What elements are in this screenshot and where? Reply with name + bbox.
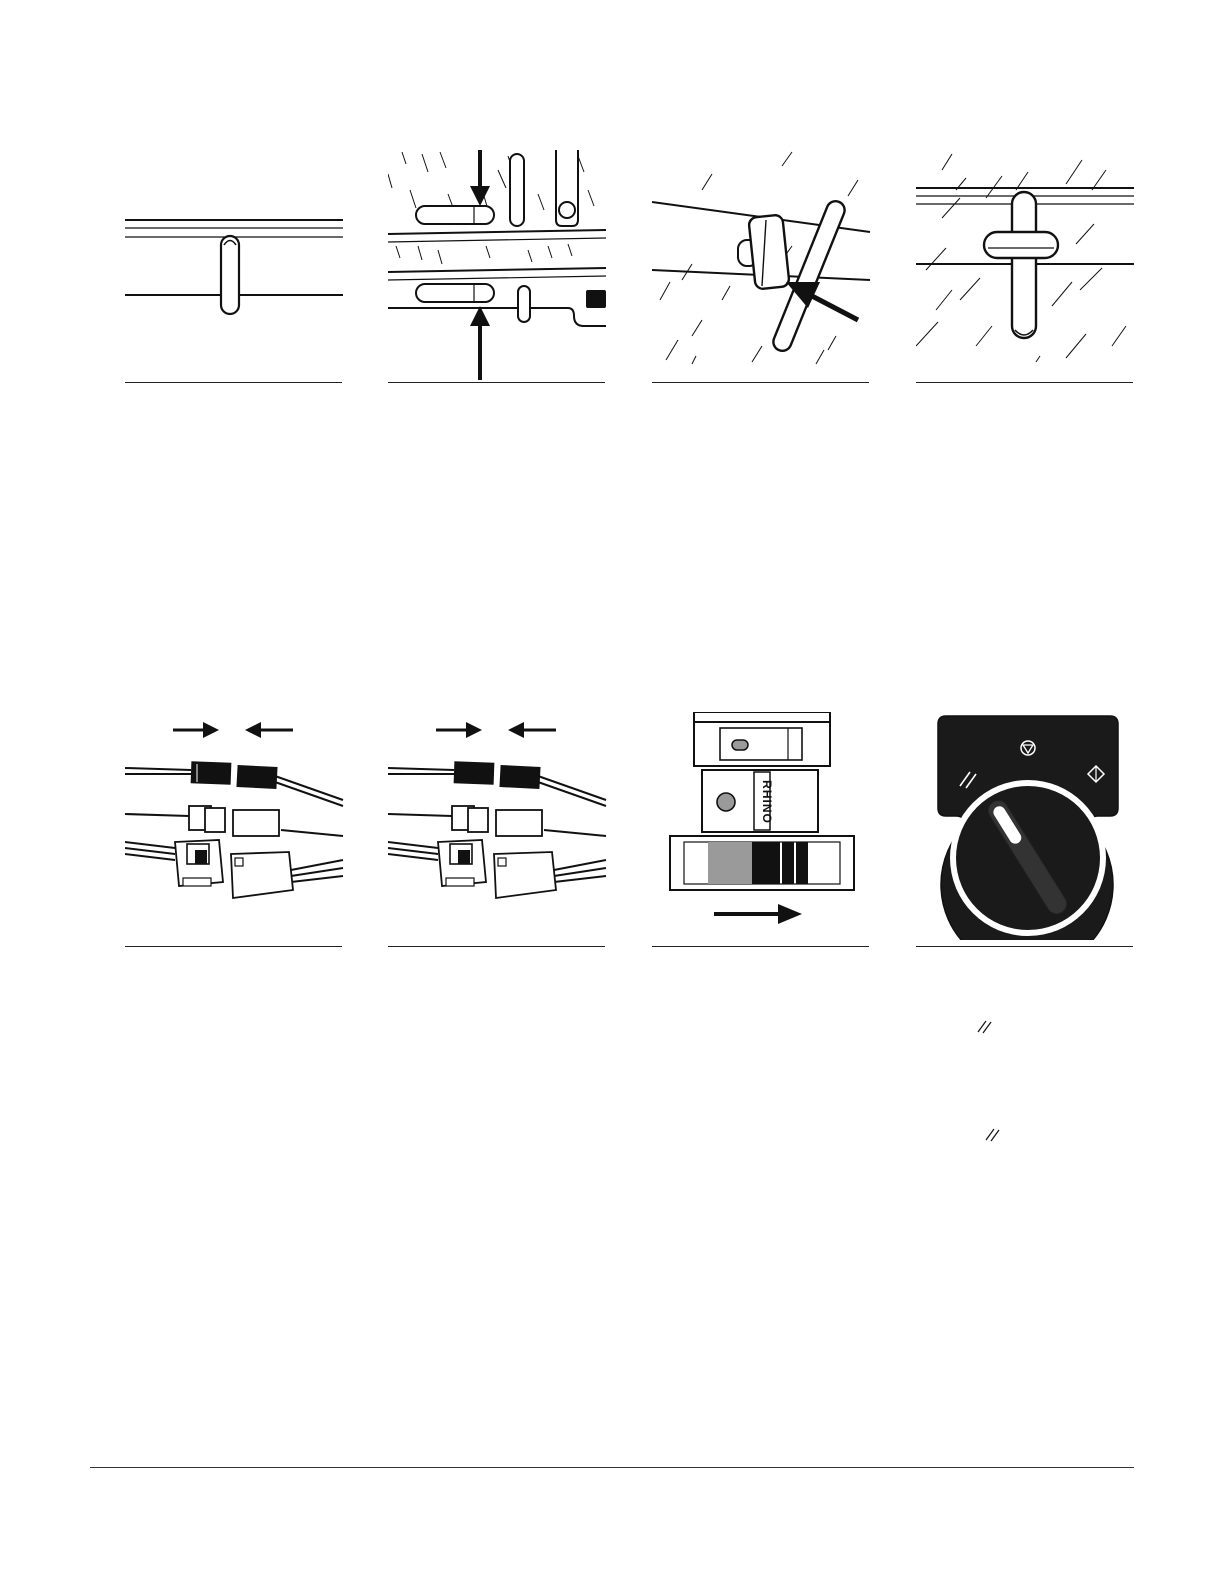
figure-rhino-switch-slide	[652, 712, 872, 940]
footer-rule	[90, 1467, 1134, 1468]
figure-connectors-join-1	[125, 712, 345, 940]
panel-rule	[125, 946, 342, 947]
double-slash-icon	[984, 1126, 1002, 1144]
panel-rule	[652, 382, 869, 383]
figure-clip-insertion-angle	[652, 150, 872, 380]
figure-slots-with-arrows	[388, 150, 608, 380]
panel-rule	[388, 946, 605, 947]
panel-rule	[652, 946, 869, 947]
figure-trim-clip-installed	[125, 150, 345, 380]
arrow-icon	[470, 150, 490, 380]
arrow-icon	[436, 722, 556, 738]
panel-rule	[916, 382, 1133, 383]
double-slash-icon	[976, 1018, 994, 1036]
panel-rule	[388, 382, 605, 383]
figure-clip-rotated	[916, 150, 1136, 380]
figure-connectors-join-2	[388, 712, 608, 940]
arrow-icon	[173, 722, 293, 738]
rhino-brand-label: RHINO	[759, 780, 774, 824]
arrow-icon	[714, 904, 802, 924]
panel-rule	[916, 946, 1133, 947]
panel-rule	[125, 382, 342, 383]
figure-selector-knob	[916, 712, 1136, 940]
